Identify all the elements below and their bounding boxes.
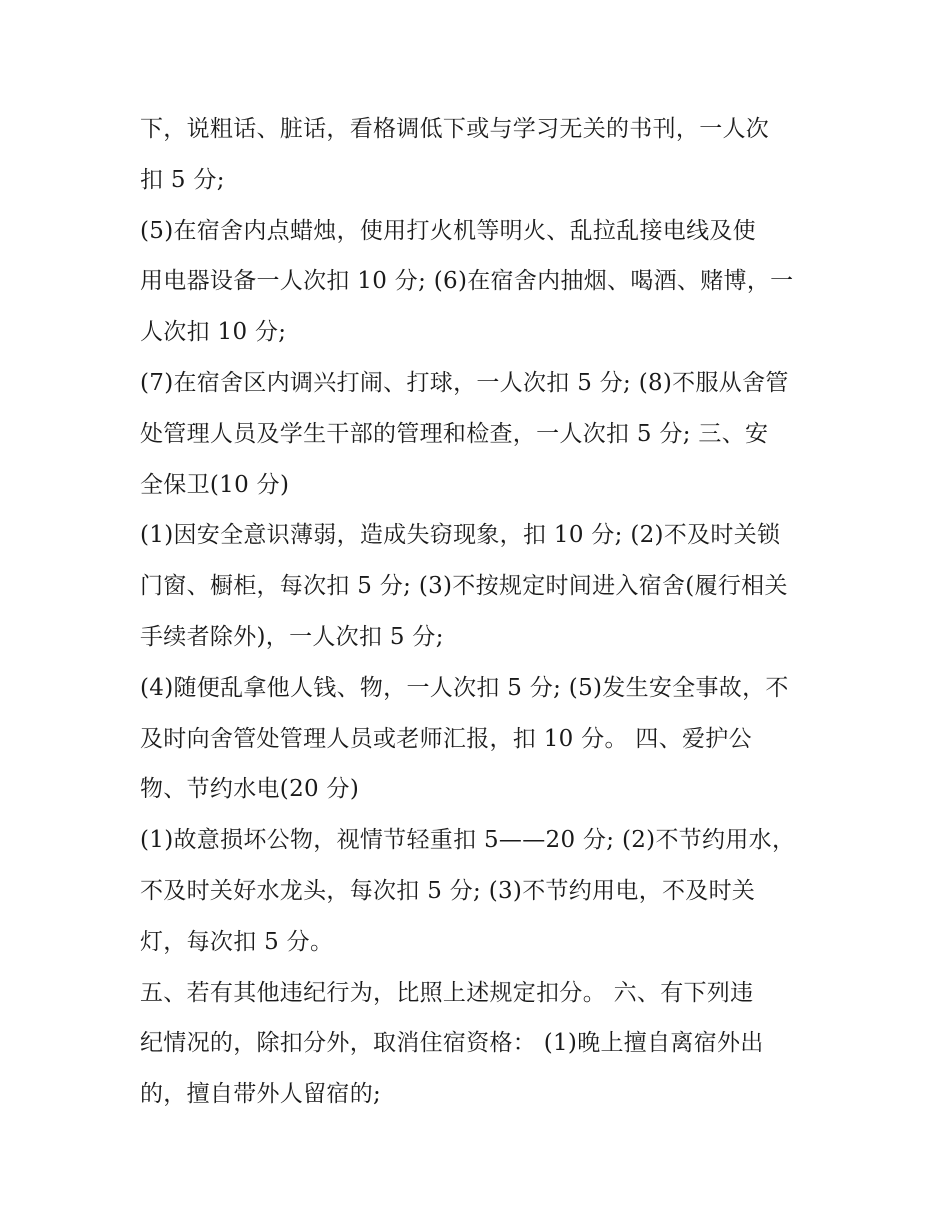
text-line: 手续者除外)，一人次扣 5 分; [140,623,444,650]
text-line: 不及时关好水龙头，每次扣 5 分; (3)不节约用电，不及时关 [140,877,756,904]
text-line: 下，说粗话、脏话，看格调低下或与学习无关的书刊，一人次 [140,116,770,142]
text-line: (7)在宿舍区内调兴打闹、打球，一人次扣 5 分; (8)不服从舍管 [140,369,789,396]
text-line: 人次扣 10 分; [140,319,287,346]
text-line: 纪情况的，除扣分外，取消住宿资格： (1)晚上擅自离宿外出 [140,1030,764,1057]
text-line: 五、若有其他违纪行为，比照上述规定扣分。 六、有下列违 [140,979,754,1006]
text-line: 门窗、橱柜，每次扣 5 分; (3)不按规定时间进入宿舍(履行相关 [140,573,788,600]
text-line: 处管理人员及学生干部的管理和检查，一人次扣 5 分; 三、安 [140,420,769,447]
document-body [140,104,820,1120]
text-line: 用电器设备一人次扣 10 分; (6)在宿舍内抽烟、喝酒、赌博，一 [140,268,794,295]
text-line: (1)故意损坏公物，视情节轻重扣 5——20 分; (2)不节约用水， [140,827,796,854]
text-line: 及时向舍管处管理人员或老师汇报，扣 10 分。 四、爱护公 [140,725,752,752]
text-line: 的，擅自带外人留宿的; [140,1081,382,1108]
text-line: 全保卫(10 分) [140,471,290,498]
text-line: (1)因安全意识薄弱，造成失窃现象，扣 10 分; (2)不及时关锁 [140,522,781,549]
text-line: 扣 5 分; [140,166,225,193]
text-line: 物、节约水电(20 分) [140,776,360,803]
text-line: (4)随便乱拿他人钱、物，一人次扣 5 分; (5)发生安全事故，不 [140,674,789,701]
text-line: (5)在宿舍内点蜡烛，使用打火机等明火、乱拉乱接电线及使 [140,217,756,244]
text-line: 灯，每次扣 5 分。 [140,928,334,955]
